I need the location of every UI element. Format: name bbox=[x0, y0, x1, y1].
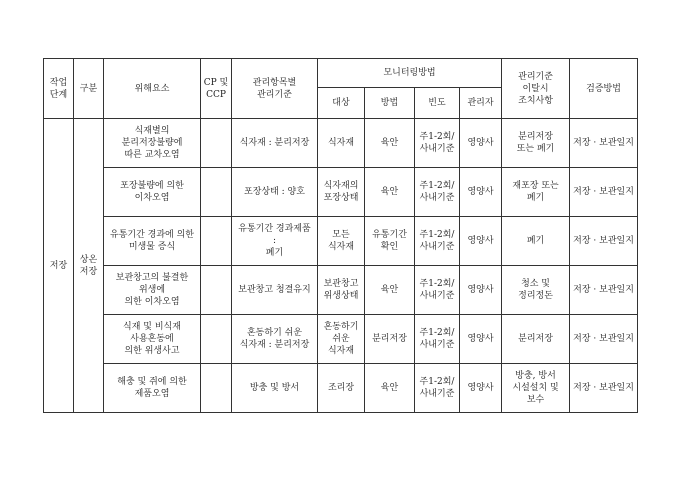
freq-cell: 주1-2회/ 사내기준 bbox=[415, 168, 460, 217]
table-row bbox=[44, 119, 638, 168]
manager-cell: 영양사 bbox=[460, 119, 502, 168]
target-cell: 조리장 bbox=[318, 364, 365, 413]
header-deviation: 관리기준 이탈시 조치사항 bbox=[502, 59, 570, 119]
header-mon-target: 대상 bbox=[318, 88, 365, 119]
method-cell: 분리저장 bbox=[365, 315, 415, 364]
header-hazard: 위해요소 bbox=[104, 59, 201, 119]
hazard-cell: 유통기간 경과에 의한 미생물 증식 bbox=[104, 217, 201, 266]
haccp-table bbox=[43, 58, 638, 413]
header-mon-method: 방법 bbox=[365, 88, 415, 119]
freq-cell: 주1-2회/ 사내기준 bbox=[415, 315, 460, 364]
manager-cell: 영양사 bbox=[460, 364, 502, 413]
action-cell: 분리저장 bbox=[502, 315, 570, 364]
header-category: 구분 bbox=[74, 59, 104, 119]
table-row bbox=[44, 266, 638, 315]
target-cell: 식자재의 포장상태 bbox=[318, 168, 365, 217]
table-row bbox=[44, 315, 638, 364]
verify-cell: 저장 · 보관일지 bbox=[570, 266, 638, 315]
cp-cell bbox=[201, 168, 232, 217]
header-monitoring: 모니터링방법 bbox=[318, 59, 502, 88]
table-row bbox=[44, 364, 638, 413]
header-mon-freq: 빈도 bbox=[415, 88, 460, 119]
cp-cell bbox=[201, 119, 232, 168]
action-cell: 폐기 bbox=[502, 217, 570, 266]
freq-cell: 주1-2회/ 사내기준 bbox=[415, 266, 460, 315]
header-criteria: 관리항목별 관리기준 bbox=[232, 59, 318, 119]
category-cell: 상온 저장 bbox=[74, 119, 104, 413]
verify-cell: 저장 · 보관일지 bbox=[570, 315, 638, 364]
freq-cell: 주1-2회/ 사내기준 bbox=[415, 119, 460, 168]
manager-cell: 영양사 bbox=[460, 168, 502, 217]
method-cell: 유통기간 확인 bbox=[365, 217, 415, 266]
cp-cell bbox=[201, 364, 232, 413]
header-stage: 작업 단계 bbox=[44, 59, 74, 119]
target-cell: 식자재 bbox=[318, 119, 365, 168]
header-row bbox=[44, 59, 638, 88]
action-cell: 재포장 또는 폐기 bbox=[502, 168, 570, 217]
verify-cell: 저장 · 보관일지 bbox=[570, 168, 638, 217]
header-verification: 검증방법 bbox=[570, 59, 638, 119]
target-cell: 보관창고 위생상태 bbox=[318, 266, 365, 315]
method-cell: 육안 bbox=[365, 364, 415, 413]
criteria-cell: 유통기간 경과제품 : 폐기 bbox=[232, 217, 318, 266]
action-cell: 분리저장 또는 폐기 bbox=[502, 119, 570, 168]
hazard-cell: 식재 및 비식재 사용혼동에 의한 위생사고 bbox=[104, 315, 201, 364]
criteria-cell: 포장상태 : 양호 bbox=[232, 168, 318, 217]
manager-cell: 영양사 bbox=[460, 266, 502, 315]
target-cell: 모든 식자재 bbox=[318, 217, 365, 266]
action-cell: 방충, 방서 시설설치 및 보수 bbox=[502, 364, 570, 413]
stage-cell: 저장 bbox=[44, 119, 74, 413]
hazard-cell: 보관창고의 불결한 위생에 의한 이차오염 bbox=[104, 266, 201, 315]
criteria-cell: 식자재 : 분리저장 bbox=[232, 119, 318, 168]
criteria-cell: 방충 및 방서 bbox=[232, 364, 318, 413]
verify-cell: 저장 · 보관일지 bbox=[570, 217, 638, 266]
criteria-cell: 혼동하기 쉬운 식자재 : 분리저장 bbox=[232, 315, 318, 364]
verify-cell: 저장 · 보관일지 bbox=[570, 119, 638, 168]
hazard-cell: 포장불량에 의한 이차오염 bbox=[104, 168, 201, 217]
cp-cell bbox=[201, 266, 232, 315]
header-mon-manager: 관리자 bbox=[460, 88, 502, 119]
method-cell: 육안 bbox=[365, 119, 415, 168]
cp-cell bbox=[201, 217, 232, 266]
criteria-cell: 보관창고 청결유지 bbox=[232, 266, 318, 315]
freq-cell: 주1-2회/ 사내기준 bbox=[415, 217, 460, 266]
verify-cell: 저장 · 보관일지 bbox=[570, 364, 638, 413]
method-cell: 육안 bbox=[365, 266, 415, 315]
method-cell: 육안 bbox=[365, 168, 415, 217]
action-cell: 청소 및 정리정돈 bbox=[502, 266, 570, 315]
header-cp-ccp: CP 및 CCP bbox=[201, 59, 232, 119]
cp-cell bbox=[201, 315, 232, 364]
target-cell: 혼동하기 쉬운 식자재 bbox=[318, 315, 365, 364]
table-row bbox=[44, 168, 638, 217]
manager-cell: 영양사 bbox=[460, 315, 502, 364]
manager-cell: 영양사 bbox=[460, 217, 502, 266]
hazard-cell: 해충 및 쥐에 의한 제품오염 bbox=[104, 364, 201, 413]
freq-cell: 주1-2회/ 사내기준 bbox=[415, 364, 460, 413]
hazard-cell: 식재별의 분리저장불량에 따른 교차오염 bbox=[104, 119, 201, 168]
table-row bbox=[44, 217, 638, 266]
